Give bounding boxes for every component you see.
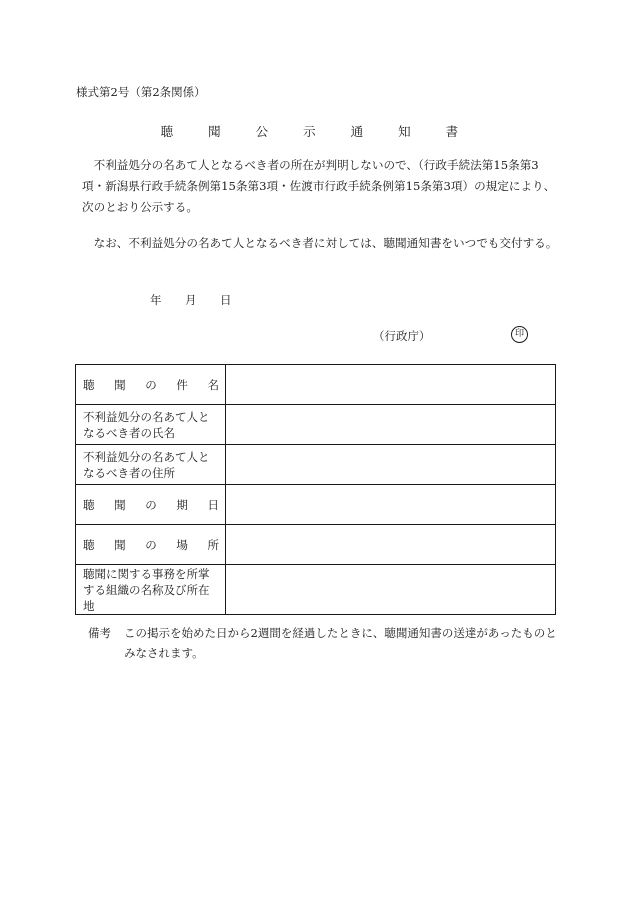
date-month-label: 月 — [185, 293, 197, 307]
label-addressee-address: 不利益処分の名あて人となるべき者の住所 — [76, 445, 226, 485]
notice-details-table — [75, 364, 556, 615]
table-row-hearing-subject — [76, 365, 556, 405]
remarks-section — [88, 623, 558, 663]
body-paragraph-1: 不利益処分の名あて人となるべき者の所在が判明しないので、（行政手続法第15条第3項・新潟県行政手続条例第15条第3項・佐渡市行政手続条例第15条第3項）の規定により、次のとおり公示する。 — [82, 158, 556, 214]
value-addressee-name — [226, 405, 556, 445]
label-char: 日 — [207, 497, 219, 512]
value-hearing-place — [226, 525, 556, 565]
label-char: 名 — [207, 377, 219, 392]
table-row-hearing-date — [76, 485, 556, 525]
form-number: 様式第2号（第2条関係） — [76, 85, 206, 99]
table-row-organization — [76, 565, 556, 615]
table-row-hearing-place — [76, 525, 556, 565]
table-row-addressee-address — [76, 445, 556, 485]
body-paragraph-2: なお、不利益処分の名あて人となるべき者に対しては、聴聞通知書をいつでも交付する。 — [93, 236, 558, 250]
agency-label: （行政庁） — [373, 329, 431, 343]
label-char: 場 — [176, 537, 188, 552]
label-char: 聴 — [83, 497, 95, 512]
date-year-label: 年 — [150, 293, 162, 307]
value-organization — [226, 565, 556, 615]
remarks-text: この掲示を始めた日から2週間を経過したときに、聴聞通知書の送達があったものとみなされます。 — [124, 626, 557, 660]
label-char: 聞 — [114, 497, 126, 512]
label-char: 期 — [176, 497, 188, 512]
value-addressee-address — [226, 445, 556, 485]
document-title: 聴 聞 公 示 通 知 書 — [160, 124, 470, 139]
table-row-addressee-name — [76, 405, 556, 445]
label-char: 件 — [176, 377, 188, 392]
remarks-heading: 備考 — [88, 626, 111, 640]
label-addressee-name: 不利益処分の名あて人となるべき者の氏名 — [76, 405, 226, 445]
label-char: 聴 — [83, 377, 95, 392]
label-hearing-subject — [76, 365, 226, 405]
label-char: 聞 — [114, 377, 126, 392]
label-char: 聴 — [83, 537, 95, 552]
label-char: の — [145, 537, 157, 552]
value-hearing-subject — [226, 365, 556, 405]
label-char: 所 — [207, 537, 219, 552]
value-hearing-date — [226, 485, 556, 525]
label-hearing-place — [76, 525, 226, 565]
date-day-label: 日 — [220, 293, 232, 307]
label-char: 聞 — [114, 537, 126, 552]
label-hearing-date — [76, 485, 226, 525]
seal-mark: 印 — [511, 326, 528, 343]
label-char: の — [145, 497, 157, 512]
label-organization: 聴聞に関する事務を所掌する組織の名称及び所在地 — [76, 565, 226, 615]
label-char: の — [145, 377, 157, 392]
